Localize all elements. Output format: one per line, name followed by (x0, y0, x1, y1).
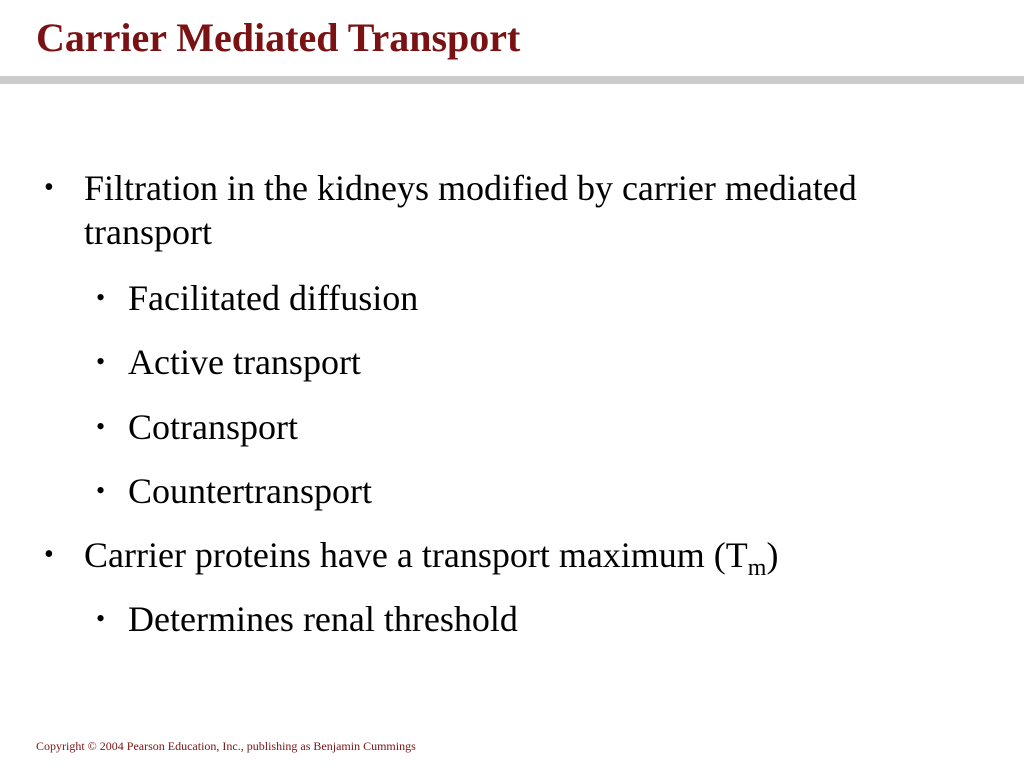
bullet-text-before-subscript: Carrier proteins have a transport maximum (T (84, 535, 748, 575)
bullet-icon: • (96, 476, 106, 505)
sub-bullet-text: Determines renal threshold (128, 599, 518, 639)
bullet-icon: • (96, 347, 106, 376)
bullet-icon: • (96, 604, 106, 633)
bullet-icon: • (96, 412, 106, 441)
bullet-text: Filtration in the kidneys modified by carrier mediated transport (84, 168, 857, 252)
sub-bullet-text: Active transport (128, 342, 361, 382)
title-divider (0, 76, 1024, 84)
bullet-icon: • (44, 539, 54, 570)
bullet-icon: • (44, 172, 54, 203)
bullet-item (44, 166, 984, 254)
sub-bullet-item (96, 597, 988, 641)
sub-bullet-text: Cotransport (128, 407, 298, 447)
bullet-text-after-subscript: ) (766, 535, 779, 575)
sub-bullet-item (96, 276, 988, 320)
slide-title: Carrier Mediated Transport (36, 15, 521, 60)
sub-bullet-text: Countertransport (128, 471, 372, 511)
sub-bullet-item (96, 340, 988, 384)
sub-bullet-text: Facilitated diffusion (128, 278, 419, 318)
sub-bullet-item (96, 469, 988, 513)
sub-bullet-item (96, 405, 988, 449)
copyright-footer: Copyright © 2004 Pearson Education, Inc., publishing as Benjamin Cummings (36, 739, 416, 753)
bullet-icon: • (96, 283, 106, 312)
subscript-m: m (747, 555, 767, 581)
bullet-item (44, 533, 984, 581)
